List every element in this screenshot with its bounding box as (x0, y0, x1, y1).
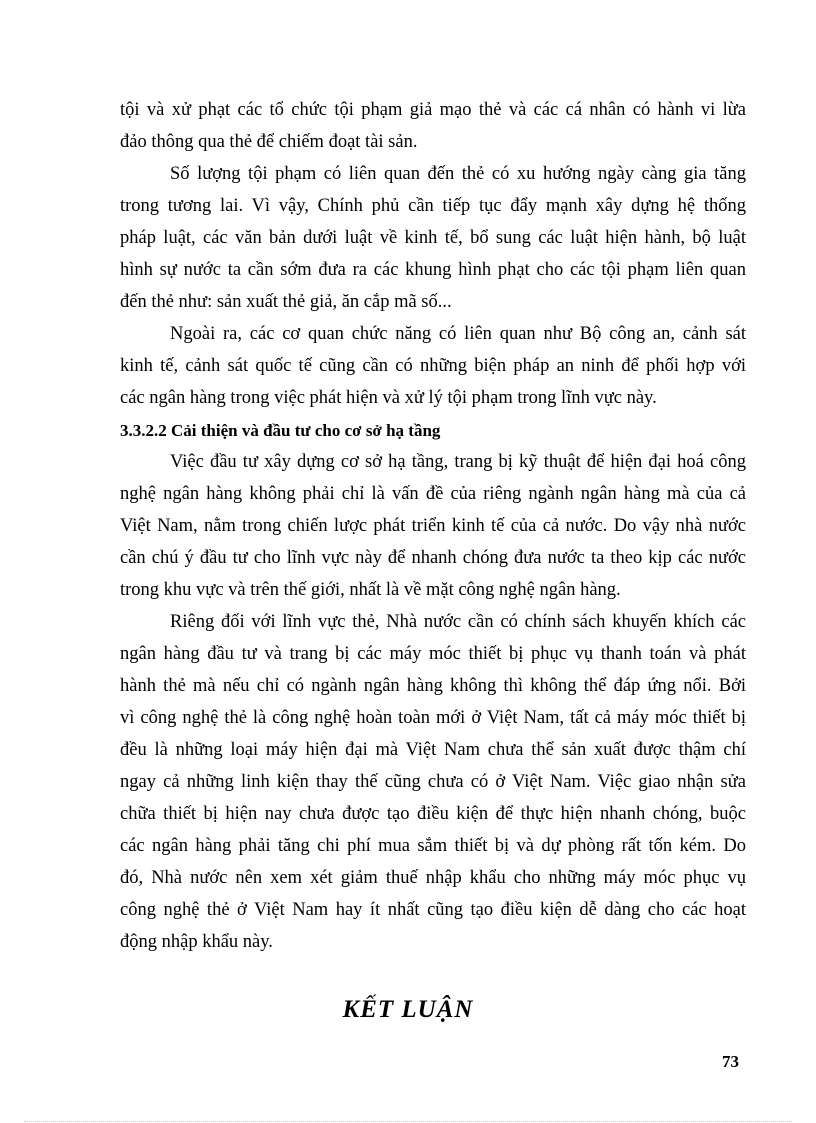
body-text-line: hành thẻ mà nếu chỉ có ngành ngân hàng không thì không thể đáp ứng nổi. Bởi (120, 676, 746, 696)
body-text-line: kinh tế, cảnh sát quốc tế cũng cần có những biện pháp an ninh để phối hợp với (120, 356, 746, 376)
body-text-line: nghệ ngân hàng không phải chỉ là vấn đề của riêng ngành ngân hàng mà của cả (120, 484, 746, 504)
body-text-line: động nhập khẩu này. (120, 932, 273, 952)
body-text-line: cần chú ý đầu tư cho lĩnh vực này để nhanh chóng đưa nước ta theo kịp các nước (120, 548, 746, 568)
body-text-line: đó, Nhà nước nên xem xét giảm thuế nhập khẩu cho những máy móc phục vụ (120, 868, 746, 888)
body-text-line: Việc đầu tư xây dựng cơ sở hạ tầng, trang bị kỹ thuật để hiện đại hoá công (170, 452, 746, 472)
body-text-line: Ngoài ra, các cơ quan chức năng có liên quan như Bộ công an, cảnh sát (170, 324, 746, 344)
body-text-line: trong tương lai. Vì vậy, Chính phủ cần tiếp tục đẩy mạnh xây dựng hệ thống (120, 196, 746, 216)
body-text-line: chữa thiết bị hiện nay chưa được tạo điều kiện để thực hiện nhanh chóng, buộc (120, 804, 746, 824)
page-number: 73 (722, 1052, 739, 1071)
body-text-line: đều là những loại máy hiện đại mà Việt Nam chưa thể sản xuất được thậm chí (120, 740, 746, 760)
body-text-line: pháp luật, các văn bản dưới luật về kinh tế, bổ sung các luật hiện hành, bộ luật (120, 228, 746, 248)
body-text-line: Số lượng tội phạm có liên quan đến thẻ có xu hướng ngày càng gia tăng (170, 164, 746, 184)
body-text-line: các ngân hàng trong việc phát hiện và xử lý tội phạm trong lĩnh vực này. (120, 388, 657, 408)
body-text-line: Việt Nam, nằm trong chiến lược phát triển kinh tế của cả nước. Do vậy nhà nước (120, 516, 746, 536)
page-bottom-divider (24, 1121, 792, 1122)
body-text-line: trong khu vực và trên thế giới, nhất là về mặt công nghệ ngân hàng. (120, 580, 621, 600)
body-text-line: tội và xử phạt các tổ chức tội phạm giả mạo thẻ và các cá nhân có hành vi lừa (120, 100, 746, 120)
body-text-line: vì công nghệ thẻ là công nghệ hoàn toàn mới ở Việt Nam, tất cả máy móc thiết bị (120, 708, 746, 728)
body-text-line: công nghệ thẻ ở Việt Nam hay ít nhất cũng tạo điều kiện dễ dàng cho các hoạt (120, 900, 746, 920)
section-heading: 3.3.2.2 Cải thiện và đầu tư cho cơ sở hạ tầng (120, 421, 441, 440)
body-text-line: các ngân hàng phải tăng chi phí mua sắm thiết bị và dự phòng rất tốn kém. Do (120, 836, 746, 856)
body-text-line: ngân hàng đầu tư và trang bị các máy móc thiết bị phục vụ thanh toán và phát (120, 644, 746, 664)
body-text-line: đến thẻ như: sản xuất thẻ giả, ăn cắp mã số... (120, 292, 452, 312)
body-text-line: đảo thông qua thẻ để chiếm đoạt tài sản. (120, 132, 418, 152)
body-text-line: ngay cả những linh kiện thay thế cũng chưa có ở Việt Nam. Việc giao nhận sửa (120, 772, 746, 792)
conclusion-title: KẾT LUẬN (342, 996, 474, 1023)
body-text-line: Riêng đối với lĩnh vực thẻ, Nhà nước cần có chính sách khuyến khích các (170, 612, 746, 632)
body-text-line: hình sự nước ta cần sớm đưa ra các khung hình phạt cho các tội phạm liên quan (120, 260, 746, 280)
